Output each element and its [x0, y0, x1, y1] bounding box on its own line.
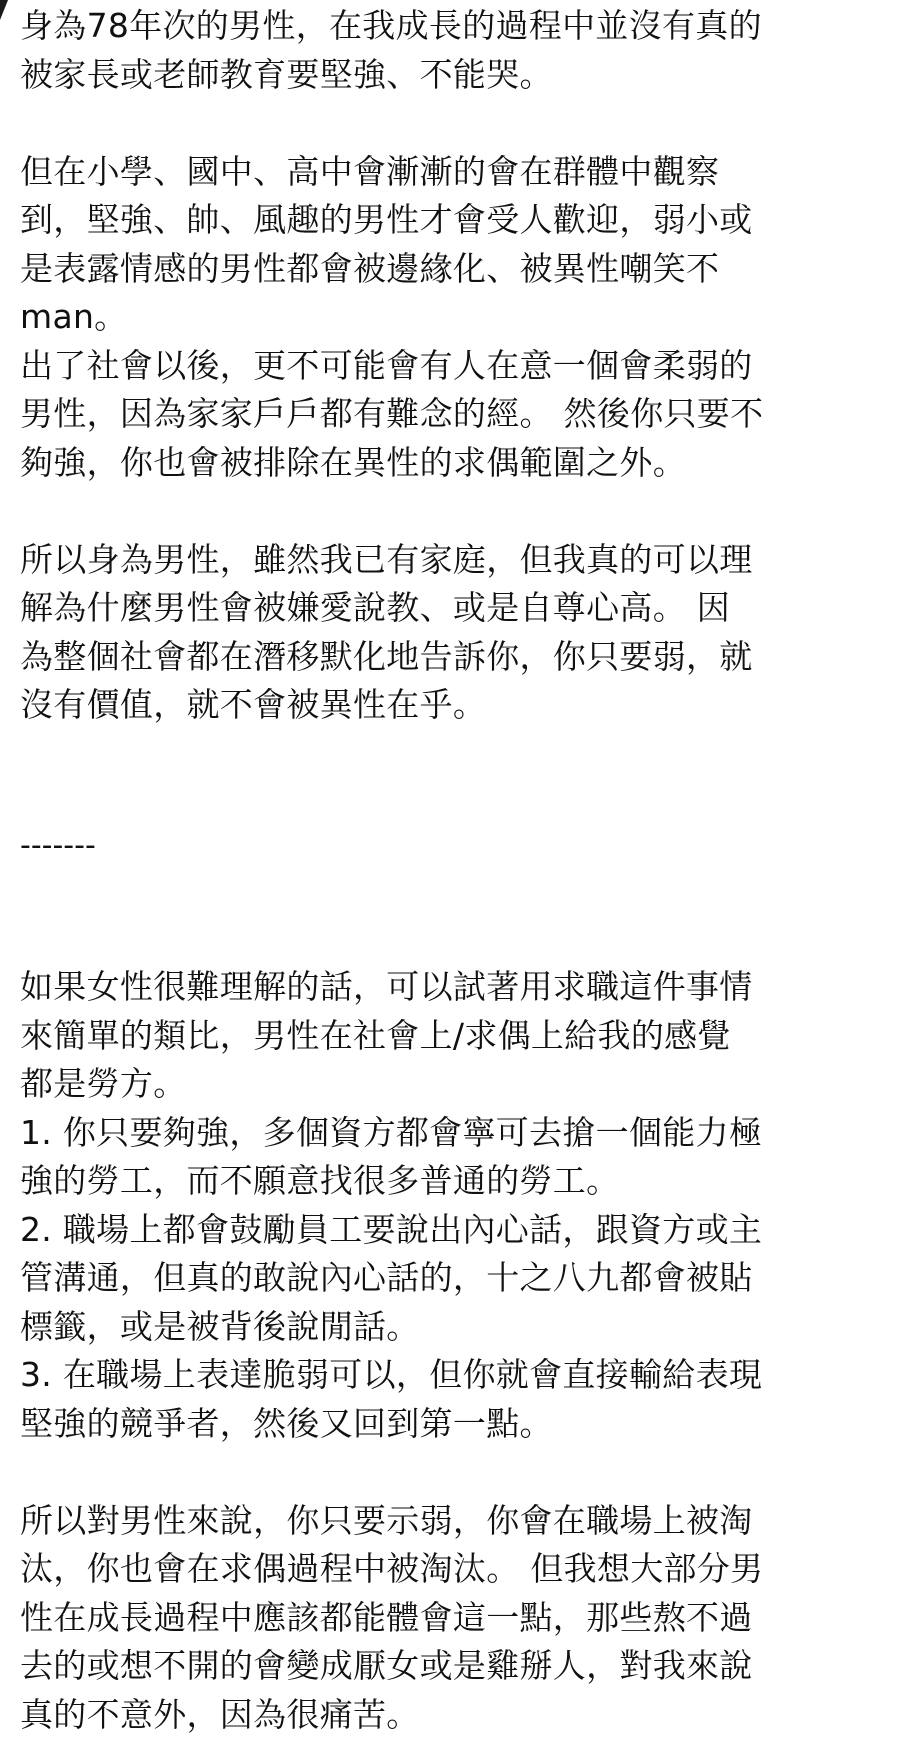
- text-line: 性在成長過程中應該都能體會這一點，那些熬不過: [20, 1594, 905, 1643]
- text-line: 汰，你也會在求偶過程中被淘汰。 但我想大部分男: [20, 1545, 905, 1594]
- text-line: 如果女性很難理解的話，可以試著用求職這件事情: [20, 963, 905, 1012]
- text-line: 真的不意外，因為很痛苦。: [20, 1691, 905, 1739]
- text-line: 到，堅強、帥、風趣的男性才會受人歡迎，弱小或: [20, 196, 905, 245]
- corner-mark: [0, 0, 8, 20]
- list-item-line: 堅強的競爭者，然後又回到第一點。: [20, 1400, 905, 1449]
- divider-dashes: -------: [20, 822, 905, 871]
- paragraph-intro: [20, 2, 905, 99]
- paragraph-school: [20, 148, 905, 488]
- text-line: 都是勞方。: [20, 1060, 905, 1109]
- text-line: 被家長或老師教育要堅強、不能哭。: [20, 51, 905, 100]
- text-line: 去的或想不開的會變成厭女或是雞掰人，對我來說: [20, 1642, 905, 1691]
- text-line: 為整個社會都在潛移默化地告訴你，你只要弱，就: [20, 633, 905, 682]
- text-line: 所以身為男性，雖然我已有家庭，但我真的可以理: [20, 536, 905, 585]
- paragraph-spacer: [20, 1448, 905, 1497]
- text-line: 但在小學、國中、高中會漸漸的會在群體中觀察: [20, 148, 905, 197]
- text-line: 沒有價值，就不會被異性在乎。: [20, 681, 905, 730]
- list-item-line: 2. 職場上都會鼓勵員工要說出內心話，跟資方或主: [20, 1206, 905, 1255]
- section-divider: [20, 822, 905, 871]
- paragraph-family: [20, 536, 905, 730]
- paragraph-spacer: [20, 99, 905, 148]
- text-line: man。: [20, 293, 905, 342]
- paragraph-conclusion: [20, 1497, 905, 1739]
- list-item-line: 3. 在職場上表達脆弱可以，但你就會直接輸給表現: [20, 1351, 905, 1400]
- paragraph-spacer: [20, 487, 905, 536]
- text-line: 所以對男性來說，你只要示弱，你會在職場上被淘: [20, 1497, 905, 1546]
- text-line: 是表露情感的男性都會被邊緣化、被異性嘲笑不: [20, 245, 905, 294]
- paragraph-spacer: [20, 778, 905, 822]
- list-item-line: 強的勞工，而不願意找很多普通的勞工。: [20, 1157, 905, 1206]
- list-item-line: 1. 你只要夠強，多個資方都會寧可去搶一個能力極: [20, 1109, 905, 1158]
- list-item-line: 標籤，或是被背後說閒話。: [20, 1303, 905, 1352]
- text-line: 身為78年次的男性，在我成長的過程中並沒有真的: [20, 2, 905, 51]
- text-line: 男性，因為家家戶戶都有難念的經。 然後你只要不: [20, 390, 905, 439]
- paragraph-spacer: [20, 730, 905, 779]
- text-line: 出了社會以後，更不可能會有人在意一個會柔弱的: [20, 342, 905, 391]
- text-line: 夠強，你也會被排除在異性的求偶範圍之外。: [20, 439, 905, 488]
- list-item-line: 管溝通，但真的敢說內心話的，十之八九都會被貼: [20, 1254, 905, 1303]
- paragraph-spacer: [20, 871, 905, 920]
- paragraph-spacer: [20, 919, 905, 963]
- text-line: 來簡單的類比，男性在社會上/求偶上給我的感覺: [20, 1012, 905, 1061]
- text-line: 解為什麼男性會被嫌愛說教、或是自尊心高。 因: [20, 584, 905, 633]
- paragraph-job-analogy: [20, 963, 905, 1448]
- post-body: [20, 2, 905, 1739]
